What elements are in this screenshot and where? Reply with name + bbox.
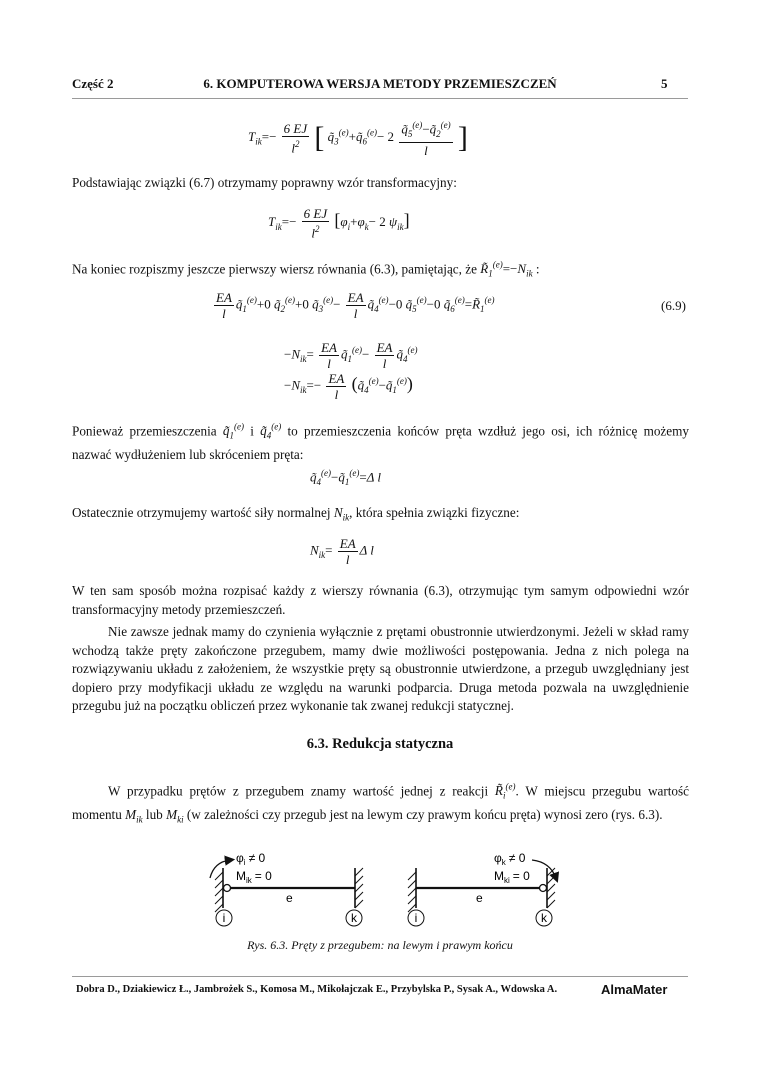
svg-text:e: e	[476, 891, 483, 905]
figure-hinged-bars	[190, 846, 570, 930]
equation-tik-full: $T_{ik}=-$ $\frac{6 EJ}{l^2}$ [ $q̃_3^{(e)}+q̃_6^{(e)}- 2$ $\frac{q̃_5^{(e)}-q̃_2^{(e)}}{l}$ ]	[248, 120, 468, 158]
paragraph-6: Nie zawsze jednak mamy do czynienia wyłącznie z prętami obustronnie utwierdzonymi. Jeżeli w skład ramy wchodzą także pręty zakończone przegubem, mamy dwie możliwości postępowania. Jedna z nich polega na rozwiązywaniu układu z założeniem, że wszystkie pręty są obustronnie utwierdzone, a przegub uwzględniany jest dopiero przy modyfikacji układu ze względu na warunki podparcia. Druga metoda pozwala na uwzględnienie przegubu już na początku obliczeń przez wykonanie tak zwanej redukcji statycznej.	[72, 624, 689, 714]
equation-nik-1: $-N_{ik}=$ $\frac{EA}{l}$ $q̃_1^{(e)}-$ $\frac{EA}{l}$ $q̃_4^{(e)}$	[284, 340, 418, 371]
paragraph-7: W przypadku prętów z przegubem znamy wartość jednej z reakcji $R̃_i^{(e)}$. W miejscu przegubu wartość momentu $M_{ik}$ lub $M_{ki}$ (w zależności czy przegub jest na lewym czy prawym końcu pręta) wynosi zero (rys. 6.3).	[72, 782, 689, 825]
paragraph-2-text: Na koniec rozpiszmy jeszcze pierwszy wiersz równania (6.3), pamiętając, że	[72, 261, 477, 277]
equation-elongation: $q̃_4^{(e)}-q̃_1^{(e)}=\Delta$ l	[310, 468, 381, 487]
svg-text:φi≠ 0: $\varphi_i \ne 0$	[236, 851, 266, 867]
left-hinged-bar	[210, 851, 363, 926]
svg-text:i: i	[222, 911, 226, 925]
q1-symbol: $q̃_1^{(e)}$	[222, 422, 244, 442]
paragraph-2: Na koniec rozpiszmy jeszcze pierwszy wiersz równania (6.3), pamiętając, że $R̃_1^{(e)}=-N_{ik}$ :	[72, 260, 540, 279]
svg-text:e: e	[286, 891, 293, 905]
svg-text:φk≠ 0: $\varphi_k \ne 0$	[494, 851, 526, 867]
svg-text:Mik= 0: $M_{ik} = 0$	[236, 869, 272, 885]
footer-authors: Dobra D., Dziakiewicz Ł., Jambrożek S., Komosa M., Mikołajczak E., Przybylska P., Sysak A., Wdowska A.	[76, 984, 558, 995]
equation-nik-final: $N_{ik}=$ $\frac{EA}{l}$ Δ l	[310, 536, 374, 567]
paragraph-1: Podstawiając związki (6.7) otrzymamy poprawny wzór transformacyjny:	[72, 175, 457, 190]
figure-caption: Rys. 6.3. Pręty z przegubem: na lewym i prawym końcu	[247, 938, 513, 952]
paragraph-3: Ponieważ przemieszczenia $q̃_1^{(e)}$ i $q̃_4^{(e)}$ to przemieszczenia końców pręta wzdłuż jego osi, ich różnicę możemy nazwać wydłużeniem lub skróceniem pręta:	[72, 422, 689, 462]
footer-brand: AlmaMater	[601, 982, 668, 997]
svg-text:i: i	[414, 911, 418, 925]
equation-nik-2: $-N_{ik}=-$ $\frac{EA}{l}$ $(q̃_4^{(e)}-q̃_1^{(e)})$	[284, 371, 413, 402]
header-title: 6. KOMPUTEROWA WERSJA METODY PRZEMIESZCZEŃ	[203, 76, 557, 91]
equation-6-9: $\frac{EA}{l}$ $q̃_1^{(e)}+0$ $q̃_2^{(e)}+0$ $q̃_3^{(e)}-$ $\frac{EA}{l}$ $q̃_4^{(e)}-0$ $q̃_5^{(e)}-0$ $q̃_6^{(e)}=R̃_1^{(e)}$	[216, 290, 495, 321]
equation-tik-transform: $T_{ik}=-$ $\frac{6 EJ}{l^2}$ [$\varphi_i+\varphi_k- 2$ $\psi_{ik}$]	[268, 206, 410, 241]
ri-symbol: $R̃_i^{(e)}$	[494, 782, 516, 802]
header-rule	[72, 98, 688, 99]
paragraph-5: W ten sam sposób można rozpisać każdy z wierszy równania (6.3), otrzymując tym samym odpowiedni wzór transformacyjny metody przemieszczeń.	[72, 583, 689, 617]
section-title: 6.3. Redukcja statyczna	[306, 736, 454, 752]
q4-symbol: $q̃_4^{(e)}$	[260, 422, 282, 442]
svg-text:Mki= 0: $M_{ki} = 0$	[494, 869, 530, 885]
svg-text:k: k	[351, 911, 357, 925]
page-number: 5	[661, 76, 668, 91]
svg-text:k: k	[541, 911, 547, 925]
equation-number: (6.9)	[661, 298, 686, 313]
right-hinged-bar	[408, 851, 556, 926]
inline-r1-eq: $R̃_1^{(e)}=-N_{ik}$	[480, 260, 533, 279]
footer-rule	[72, 976, 688, 977]
header-part: Część 2	[72, 76, 114, 91]
paragraph-4: Ostatecznie otrzymujemy wartość siły normalnej $N_{ik}$, która spełnia związki fizyczne:	[72, 505, 520, 523]
